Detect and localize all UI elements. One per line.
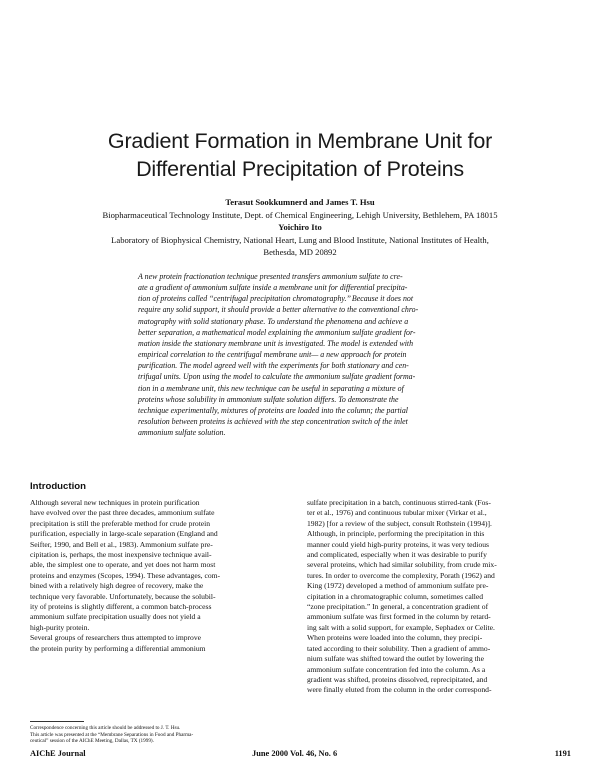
body-text-line: Although several new techniques in protein purification (30, 498, 200, 507)
body-text-line: cipitation is, perhaps, the most inexpensive technique avail- (30, 550, 212, 560)
abstract-line: mation inside the stationary membrane unit is investigated. The model is extended with (138, 338, 414, 348)
footnote-line: This article was presented at the “Membrane Separations in Food and Pharma- (30, 731, 194, 738)
body-text-line: Although, in principle, performing the precipitation in this (307, 529, 485, 539)
body-text-line: tated according to their solubility. Then a gradient of ammo- (307, 643, 491, 653)
abstract-line: empirical correlation to the centrifugal membrane unit— a new approach for protein (138, 350, 407, 360)
body-text-line: ing salt with a solid support, for example, Sephadex or Celite. (307, 622, 495, 632)
abstract-line: A new protein fractionation technique presented transfers ammonium sulfate to cre- (138, 272, 403, 281)
body-text-line: ammonium sulfate was first formed in the column by retard- (307, 612, 491, 622)
body-text-line: When proteins were loaded into the column, they precipi- (307, 633, 483, 643)
body-text-line: Several groups of researchers thus attempted to improve (30, 633, 202, 643)
body-column-right (307, 498, 572, 696)
body-text-line: 1982) [for a review of the subject, consult Rothstein (1994)]. (307, 518, 492, 528)
abstract-line: tion of proteins called “centrifugal precipitation chromatography.’’ Because it does not (138, 294, 414, 304)
abstract-line: technique experimentally, mixtures of proteins are loaded into the column; the partial (138, 405, 408, 415)
author-block (30, 196, 570, 259)
abstract-line: ate a gradient of ammonium sulfate inside a membrane unit for differential precipita- (138, 283, 408, 293)
page-footer (30, 749, 571, 761)
footnote-line: Correspondence concerning this article should be addressed to J. T. Hsu. (30, 725, 181, 731)
footnote-divider (30, 721, 84, 722)
body-text-line: have evolved over the past three decades, ammonium sulfate (30, 508, 215, 518)
abstract-line: resolution between proteins is achieved with the step concentration switch of the inlet (138, 417, 408, 427)
body-text-line: ity of proteins is slightly different, a common batch-process (30, 602, 212, 612)
body-text-line: nium sulfate was shifted toward the outlet by lowering the (307, 654, 484, 664)
body-text-line: tures. In order to overcome the complexity, Porath (1962) and (307, 570, 495, 580)
body-text-line: cipitation in a chromatographic column, sometimes called (307, 591, 484, 601)
abstract-line: proteins whose solubility in ammonium sulfate solution differs. To demonstrate the (138, 394, 399, 404)
footnote-line: ceutical” session of the AIChE Meeting, Dallas, TX (1999). (30, 738, 154, 744)
article-title (40, 127, 560, 183)
abstract-line: trifugal units. Upon using the model to calculate the ammonium sulfate gradient forma- (138, 372, 416, 382)
author-names-2: Yoichiro Ito (278, 222, 322, 232)
body-text-line: ammonium sulfate precipitation usually does not yield a (30, 612, 201, 622)
abstract (138, 271, 481, 438)
body-text-line: ter et al., 1976) and continuous tubular mixer (Virkar et al., (307, 508, 487, 518)
body-text-line: manner could yield high-purity proteins, it was very tedious (307, 539, 490, 549)
body-text-line: ammonium sulfate concentration fed into the column. As a (307, 664, 486, 674)
body-text-line: technique very favorable. Unfortunately, because the solubil- (30, 591, 216, 601)
abstract-line: matography with solid stationary phase. To understand the phenomena and achieve a (138, 316, 409, 326)
author-names-1: Terasut Sookkumnerd and James T. Hsu (225, 197, 375, 207)
body-text-line: purification, especially in large-scale separation (England and (30, 529, 218, 539)
body-text-line: were finally eluted from the column in the order correspond- (307, 685, 492, 695)
body-text-line: gradient was shifted, proteins dissolved, reprecipitated, and (307, 674, 488, 684)
body-text-line: proteins and enzymes (Scopes, 1994). These advantages, com- (30, 570, 221, 580)
body-text-line: King (1972) developed a method of ammonium sulfate pre- (307, 581, 489, 591)
footer-journal: AIChE Journal (30, 749, 86, 758)
affiliation-2-line-2: Bethesda, MD 20892 (263, 247, 337, 257)
title-line-1: Gradient Formation in Membrane Unit for (107, 129, 493, 153)
affiliation-1: Biopharmaceutical Technology Institute, Dept. of Chemical Engineering, Lehigh University, Bethlehem, PA 18015 (102, 209, 498, 220)
abstract-line: purification. The model agreed well with the experiments for both stationary and cen- (138, 361, 409, 371)
body-text-line: and complicated, especially when it was desirable to purify (307, 550, 487, 560)
affiliation-2-line-1: Laboratory of Biophysical Chemistry, National Heart, Lung and Blood Institute, National Institutes of Health, (111, 234, 489, 245)
body-text-line: able, the simplest one to operate, and yet does not harm most (30, 560, 216, 570)
abstract-line: require any solid support, it should provide a better alternative to the conventional chro- (138, 305, 419, 315)
body-text-line: the protein purity by performing a differential ammonium (30, 643, 206, 653)
body-column-left (30, 498, 295, 654)
body-text-line: several proteins, which had similar solubility, from crude mix- (307, 560, 497, 570)
body-text-line: bined with a relatively high degree of recovery, make the (30, 581, 204, 591)
body-text-line: high-purity protein. (30, 622, 90, 632)
body-text-line: Seifter, 1990, and Bell et al., 1983). Ammonium sulfate pre- (30, 539, 213, 549)
title-line-2: Differential Precipitation of Proteins (136, 157, 464, 181)
body-text-line: “zone precipitation.” In general, a concentration gradient of (307, 602, 489, 612)
body-text-line: precipitation is still the preferable method for crude protein (30, 518, 211, 528)
footer-issue: June 2000 Vol. 46, No. 6 (252, 749, 338, 758)
abstract-line: tion in a membrane unit, this new technique can be useful in separating a mixture of (138, 383, 404, 393)
section-heading-introduction: Introduction (30, 481, 86, 492)
abstract-line: ammonium sulfate solution. (138, 428, 226, 438)
abstract-line: better separation, a mathematical model explaining the ammonium sulfate gradient for- (138, 327, 416, 337)
footer-page-number: 1191 (554, 749, 571, 758)
footnotes (30, 725, 295, 745)
body-text-line: sulfate precipitation in a batch, continuous stirred-tank (Fos- (307, 498, 491, 507)
